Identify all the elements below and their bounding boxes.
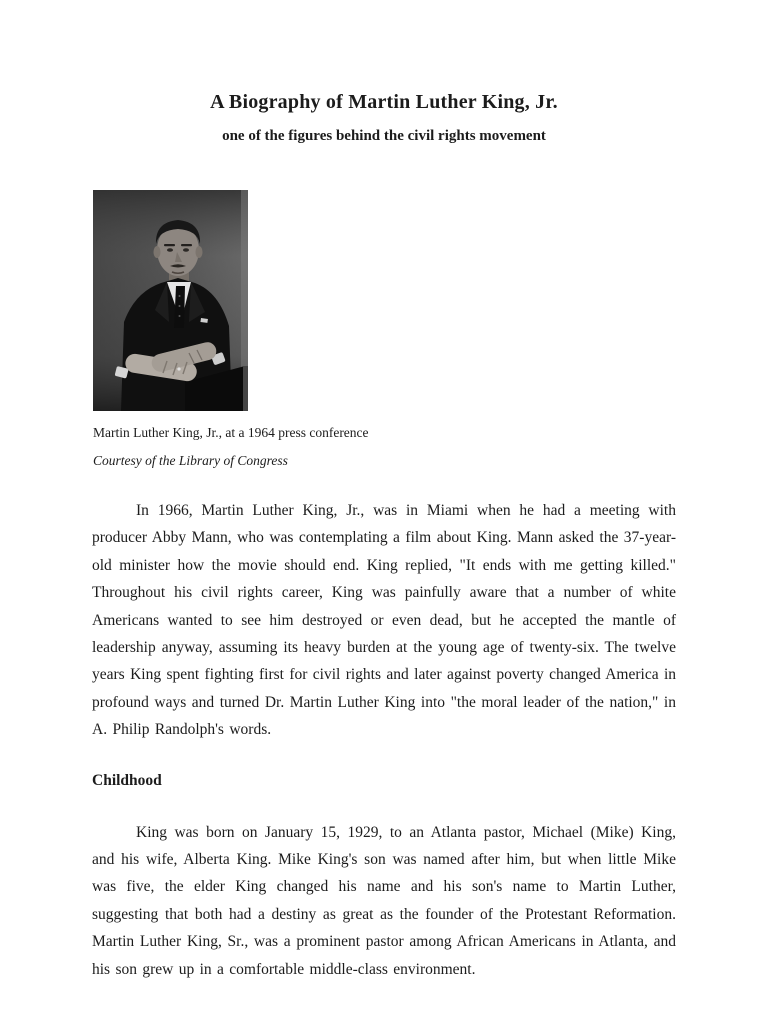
mlk-portrait-illustration	[93, 190, 248, 411]
mlk-press-conference-photo	[93, 190, 248, 411]
intro-paragraph: In 1966, Martin Luther King, Jr., was in Miami when he had a meeting with producer Abby Mann, who was contemplating a film about King. Mann asked the 37-year-old minister how the movie should end. King replied, "It ends with me getting killed." Throughout his civil rights career, King was painfully aware that a number of white Americans wanted to see him destroyed or even dead, but he accepted the mantle of leadership anyway, assuming its heavy burden at the young age of twenty-six. The twelve years King spent fighting first for civil rights and later against poverty changed America in profound ways and turned Dr. Martin Luther King into "the moral leader of the nation," in A. Philip Randolph's words.	[92, 502, 677, 739]
section-heading-childhood: Childhood	[92, 771, 162, 789]
photo-caption: Martin Luther King, Jr., at a 1964 press conference	[93, 425, 369, 440]
childhood-paragraph: King was born on January 15, 1929, to an Atlanta pastor, Michael (Mike) King, and his wife, Alberta King. Mike King's son was named after him, but when little Mike was five, the elder King changed his name and his son's name to Martin Luther, suggesting that both had a destiny as great as the founder of the Protestant Reformation. Martin Luther King, Sr., was a prominent pastor among African Americans in Atlanta, and his son grew up in a comfortable middle-class environment.	[92, 823, 676, 978]
document-title: A Biography of Martin Luther King, Jr.	[210, 91, 558, 113]
document-subtitle: one of the figures behind the civil rights movement	[222, 128, 546, 144]
photo-credit: Courtesy of the Library of Congress	[93, 453, 288, 468]
mlk-photo-figure	[93, 190, 676, 470]
